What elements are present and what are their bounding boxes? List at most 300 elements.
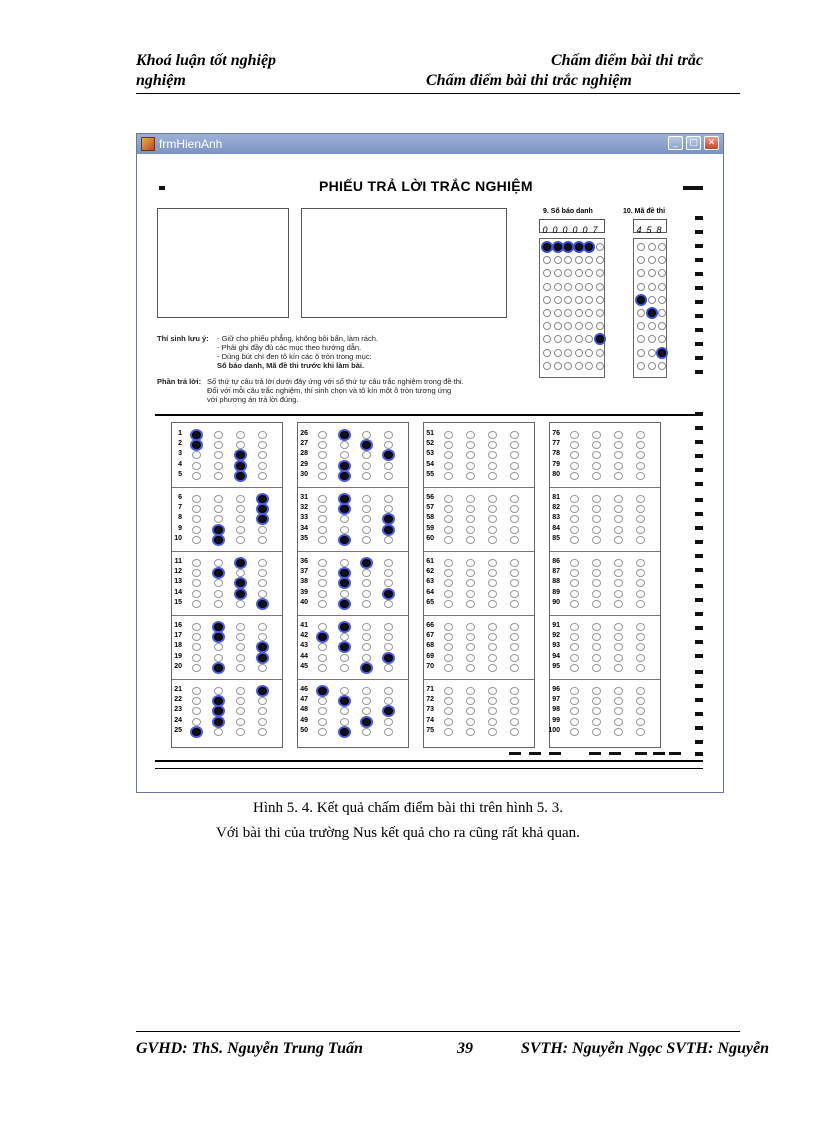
question-number: 77 — [552, 440, 560, 448]
question-number: 49 — [300, 716, 308, 724]
answer-bubble — [636, 633, 645, 641]
answer-bubble — [340, 559, 349, 567]
corner-mark — [159, 186, 165, 190]
question-number: 76 — [552, 430, 560, 437]
answer-bubble — [466, 472, 475, 480]
sbd-digit: 0 — [572, 225, 578, 235]
id-bubble — [564, 283, 572, 291]
answer-bubble — [384, 462, 393, 470]
answer-bubble — [362, 697, 371, 705]
timing-mark — [695, 540, 703, 544]
answer-bubble — [318, 718, 327, 726]
close-button[interactable]: ✕ — [704, 136, 719, 150]
answer-bubble — [236, 441, 245, 449]
answer-bubble — [488, 515, 497, 523]
question-number: 70 — [426, 662, 434, 670]
question-number: 96 — [552, 686, 560, 693]
answer-bubble — [570, 590, 579, 598]
answer-bubble — [510, 536, 519, 544]
question-number: 80 — [552, 470, 560, 478]
answer-bubble — [192, 623, 201, 631]
answer-bubble — [258, 707, 267, 715]
question-number: 48 — [300, 706, 308, 714]
answer-bubble — [318, 536, 327, 544]
answer-bubble — [510, 623, 519, 631]
id-bubble — [554, 322, 562, 330]
answer-bubble — [614, 505, 623, 513]
question-number: 61 — [426, 558, 434, 565]
answer-bubble — [318, 579, 327, 587]
id-bubble — [554, 243, 562, 251]
answer-bubble — [258, 495, 267, 503]
minimize-button[interactable]: _ — [668, 136, 683, 150]
question-number: 15 — [174, 598, 182, 606]
answer-bubble — [636, 623, 645, 631]
answer-bubble — [258, 633, 267, 641]
question-number: 50 — [300, 726, 308, 734]
question-number: 55 — [426, 470, 434, 478]
figure-caption: Hình 5. 4. Kết quả chấm điểm bài thi trên hình 5. 3. — [253, 800, 563, 816]
answer-bubble — [510, 495, 519, 503]
answer-bubble — [614, 664, 623, 672]
answer-bubble — [384, 633, 393, 641]
answer-bubble — [340, 643, 349, 651]
question-number: 26 — [300, 430, 308, 437]
answer-note-line: Đối với mỗi câu trắc nghiệm, thí sinh chọn và tô kín một ô tròn tương ứng — [207, 386, 452, 395]
answer-bubble — [636, 664, 645, 672]
answer-bubble — [570, 569, 579, 577]
question-number: 25 — [174, 726, 182, 734]
id-bubble — [585, 362, 593, 370]
answer-bubble — [236, 536, 245, 544]
answer-bubble — [614, 515, 623, 523]
answer-bubble — [362, 707, 371, 715]
id-bubble — [564, 362, 572, 370]
answer-bubble — [340, 579, 349, 587]
header-right-line2: Chấm điểm bài thi trắc nghiệm — [426, 72, 632, 89]
timing-mark — [695, 584, 703, 588]
answer-bubble — [192, 643, 201, 651]
answer-bubble — [466, 718, 475, 726]
answer-bubble — [614, 643, 623, 651]
question-number: 4 — [178, 460, 182, 468]
answer-bubble — [488, 495, 497, 503]
answer-bubble — [258, 600, 267, 608]
sbd-digit: 0 — [542, 225, 548, 235]
answer-bubble — [614, 472, 623, 480]
answer-bubble — [570, 654, 579, 662]
answer-bubble — [570, 559, 579, 567]
question-number: 2 — [178, 440, 182, 448]
timing-mark — [695, 482, 703, 486]
answer-bubble — [444, 515, 453, 523]
id-bubble — [596, 309, 604, 317]
id-bubble — [585, 335, 593, 343]
answer-bubble — [258, 718, 267, 726]
id-bubble — [648, 349, 656, 357]
group-divider — [550, 615, 660, 616]
answer-bubble — [592, 664, 601, 672]
maximize-button[interactable]: □ — [686, 136, 701, 150]
answer-bubble — [570, 472, 579, 480]
answer-bubble — [570, 728, 579, 736]
question-number: 62 — [426, 568, 434, 576]
timing-mark — [695, 654, 703, 658]
answer-bubble — [592, 526, 601, 534]
question-number: 97 — [552, 696, 560, 704]
answer-bubble — [236, 697, 245, 705]
group-divider — [424, 487, 534, 488]
id-bubble — [648, 256, 656, 264]
answer-bubble — [192, 590, 201, 598]
answer-bubble — [384, 431, 393, 439]
answer-bubble — [192, 472, 201, 480]
answer-title: Phần trả lời: — [157, 377, 202, 386]
answer-bubble — [466, 569, 475, 577]
answer-bubble — [444, 697, 453, 705]
answer-bubble — [214, 600, 223, 608]
separator-line — [155, 414, 703, 416]
answer-bubble — [214, 590, 223, 598]
answer-bubble — [636, 600, 645, 608]
answer-bubble — [384, 600, 393, 608]
answer-bubble — [214, 654, 223, 662]
answer-bubble — [466, 633, 475, 641]
answer-bubble — [362, 600, 371, 608]
answer-bubble — [488, 728, 497, 736]
group-divider — [298, 679, 408, 680]
id-bubble — [596, 296, 604, 304]
question-number: 9 — [178, 524, 182, 532]
question-number: 8 — [178, 514, 182, 522]
answer-bubble — [636, 472, 645, 480]
question-number: 34 — [300, 524, 308, 532]
answer-sheet-image — [149, 164, 715, 789]
question-number: 28 — [300, 450, 308, 458]
group-divider — [424, 551, 534, 552]
answer-bubble — [362, 505, 371, 513]
id-bubble — [554, 283, 562, 291]
timing-mark — [695, 698, 703, 702]
answer-column — [423, 422, 535, 748]
answer-bubble — [614, 559, 623, 567]
answer-bubble — [192, 451, 201, 459]
answer-bubble — [214, 505, 223, 513]
answer-bubble — [258, 515, 267, 523]
timing-mark — [653, 752, 665, 755]
group-divider — [424, 615, 534, 616]
answer-bubble — [570, 623, 579, 631]
answer-bubble — [258, 579, 267, 587]
id-bubble — [658, 269, 666, 277]
id-bubble — [585, 296, 593, 304]
answer-bubble — [258, 643, 267, 651]
answer-bubble — [614, 495, 623, 503]
answer-bubble — [466, 600, 475, 608]
question-number: 63 — [426, 578, 434, 586]
id-bubble — [543, 296, 551, 304]
answer-bubble — [318, 472, 327, 480]
timing-mark — [695, 426, 703, 430]
id-bubble — [585, 322, 593, 330]
answer-bubble — [488, 697, 497, 705]
answer-bubble — [466, 654, 475, 662]
answer-bubble — [466, 441, 475, 449]
group-divider — [550, 551, 660, 552]
question-number: 92 — [552, 632, 560, 640]
timing-mark — [695, 244, 703, 248]
answer-bubble — [236, 431, 245, 439]
id-bubble — [648, 269, 656, 277]
answer-bubble — [236, 569, 245, 577]
group-divider — [172, 551, 282, 552]
timing-mark — [695, 454, 703, 458]
answer-bubble — [444, 590, 453, 598]
answer-bubble — [592, 515, 601, 523]
question-number: 44 — [300, 652, 308, 660]
answer-bubble — [318, 569, 327, 577]
group-divider — [550, 679, 660, 680]
sbd-label: 9. Số báo danh — [543, 208, 593, 215]
id-bubble — [596, 269, 604, 277]
id-bubble — [596, 283, 604, 291]
id-bubble — [596, 362, 604, 370]
answer-bubble — [362, 526, 371, 534]
answer-bubble — [488, 462, 497, 470]
timing-mark — [695, 286, 703, 290]
answer-bubble — [444, 707, 453, 715]
answer-bubble — [214, 559, 223, 567]
header-left-line2: nghiệm — [136, 72, 186, 89]
answer-bubble — [488, 451, 497, 459]
answer-bubble — [614, 590, 623, 598]
answer-bubble — [570, 536, 579, 544]
id-bubble — [575, 322, 583, 330]
id-bubble — [585, 349, 593, 357]
answer-bubble — [318, 559, 327, 567]
answer-bubble — [258, 505, 267, 513]
id-bubble — [648, 283, 656, 291]
id-bubble — [637, 349, 645, 357]
question-number: 68 — [426, 642, 434, 650]
answer-bubble — [362, 431, 371, 439]
answer-bubble — [192, 687, 201, 695]
answer-bubble — [636, 590, 645, 598]
answer-bubble — [570, 600, 579, 608]
bottom-line — [155, 760, 703, 762]
answer-bubble — [570, 579, 579, 587]
answer-bubble — [592, 462, 601, 470]
made-digit: 8 — [656, 225, 662, 235]
answer-bubble — [340, 526, 349, 534]
made-digit: 5 — [646, 225, 652, 235]
answer-bubble — [488, 623, 497, 631]
id-bubble — [658, 243, 666, 251]
answer-bubble — [488, 441, 497, 449]
id-bubble — [543, 362, 551, 370]
answer-bubble — [444, 600, 453, 608]
question-number: 82 — [552, 504, 560, 512]
group-divider — [172, 487, 282, 488]
answer-bubble — [636, 707, 645, 715]
window-titlebar[interactable] — [137, 134, 723, 154]
id-bubble — [585, 309, 593, 317]
answer-bubble — [192, 559, 201, 567]
answer-bubble — [384, 697, 393, 705]
answer-bubble — [236, 623, 245, 631]
id-bubble — [637, 256, 645, 264]
answer-bubble — [258, 697, 267, 705]
answer-bubble — [614, 654, 623, 662]
answer-bubble — [214, 431, 223, 439]
answer-bubble — [614, 536, 623, 544]
answer-bubble — [510, 633, 519, 641]
answer-bubble — [318, 728, 327, 736]
answer-bubble — [362, 472, 371, 480]
question-number: 72 — [426, 696, 434, 704]
answer-bubble — [570, 495, 579, 503]
answer-bubble — [236, 559, 245, 567]
answer-bubble — [614, 451, 623, 459]
answer-bubble — [318, 462, 327, 470]
answer-bubble — [636, 654, 645, 662]
answer-bubble — [614, 718, 623, 726]
answer-bubble — [466, 664, 475, 672]
answer-bubble — [236, 664, 245, 672]
answer-bubble — [214, 687, 223, 695]
answer-bubble — [236, 451, 245, 459]
answer-bubble — [192, 600, 201, 608]
question-number: 75 — [426, 726, 434, 734]
timing-mark — [509, 752, 521, 755]
answer-bubble — [570, 526, 579, 534]
answer-bubble — [340, 623, 349, 631]
answer-bubble — [340, 462, 349, 470]
answer-bubble — [636, 536, 645, 544]
timing-mark — [695, 752, 703, 756]
answer-bubble — [570, 707, 579, 715]
timing-mark — [609, 752, 621, 755]
answer-bubble — [444, 462, 453, 470]
id-bubble — [575, 269, 583, 277]
id-bubble — [543, 309, 551, 317]
answer-bubble — [570, 687, 579, 695]
answer-bubble — [214, 536, 223, 544]
id-bubble — [564, 243, 572, 251]
answer-bubble — [192, 697, 201, 705]
timing-mark — [695, 342, 703, 346]
id-bubble — [543, 335, 551, 343]
footer-left: GVHD: ThS. Nguyễn Trung Tuấn — [136, 1040, 363, 1057]
footer-right: SVTH: Nguyễn Ngọc SVTH: Nguyễn — [521, 1040, 769, 1057]
answer-bubble — [592, 654, 601, 662]
answer-bubble — [636, 462, 645, 470]
answer-bubble — [510, 697, 519, 705]
answer-bubble — [466, 623, 475, 631]
answer-bubble — [384, 515, 393, 523]
id-bubble — [596, 322, 604, 330]
id-bubble — [637, 309, 645, 317]
answer-bubble — [362, 579, 371, 587]
id-bubble — [637, 296, 645, 304]
answer-bubble — [236, 505, 245, 513]
answer-bubble — [570, 431, 579, 439]
answer-bubble — [636, 728, 645, 736]
answer-bubble — [510, 600, 519, 608]
question-number: 67 — [426, 632, 434, 640]
answer-bubble — [614, 600, 623, 608]
answer-bubble — [384, 728, 393, 736]
answer-bubble — [592, 579, 601, 587]
id-bubble — [648, 309, 656, 317]
question-number: 88 — [552, 578, 560, 586]
group-divider — [298, 615, 408, 616]
answer-bubble — [258, 664, 267, 672]
answer-bubble — [510, 472, 519, 480]
timing-mark — [589, 752, 601, 755]
answer-bubble — [636, 569, 645, 577]
id-bubble — [596, 256, 604, 264]
id-bubble — [554, 362, 562, 370]
answer-bubble — [488, 579, 497, 587]
answer-bubble — [214, 569, 223, 577]
answer-bubble — [258, 536, 267, 544]
timing-mark — [695, 526, 703, 530]
id-bubble — [658, 256, 666, 264]
answer-bubble — [592, 643, 601, 651]
question-number: 56 — [426, 494, 434, 501]
timing-mark — [695, 314, 703, 318]
question-number: 12 — [174, 568, 182, 576]
answer-bubble — [592, 559, 601, 567]
answer-bubble — [258, 590, 267, 598]
group-divider — [172, 679, 282, 680]
answer-bubble — [214, 495, 223, 503]
id-bubble — [658, 349, 666, 357]
question-number: 73 — [426, 706, 434, 714]
timing-mark — [695, 230, 703, 234]
note-line: - Giữ cho phiếu phẳng, không bôi bẩn, làm rách. — [217, 334, 378, 343]
answer-bubble — [570, 515, 579, 523]
id-bubble — [575, 309, 583, 317]
answer-bubble — [444, 431, 453, 439]
answer-bubble — [214, 579, 223, 587]
answer-bubble — [214, 515, 223, 523]
answer-bubble — [340, 697, 349, 705]
answer-bubble — [362, 441, 371, 449]
timing-mark — [695, 512, 703, 516]
answer-bubble — [570, 697, 579, 705]
id-bubble — [564, 349, 572, 357]
answer-bubble — [362, 643, 371, 651]
answer-bubble — [192, 526, 201, 534]
question-number: 74 — [426, 716, 434, 724]
answer-bubble — [340, 687, 349, 695]
id-bubble — [543, 243, 551, 251]
answer-bubble — [192, 495, 201, 503]
answer-bubble — [614, 697, 623, 705]
answer-bubble — [236, 600, 245, 608]
question-number: 13 — [174, 578, 182, 586]
answer-bubble — [614, 441, 623, 449]
answer-bubble — [236, 495, 245, 503]
question-number: 81 — [552, 494, 560, 501]
answer-bubble — [570, 643, 579, 651]
answer-bubble — [236, 633, 245, 641]
answer-bubble — [510, 643, 519, 651]
answer-bubble — [318, 451, 327, 459]
question-number: 79 — [552, 460, 560, 468]
